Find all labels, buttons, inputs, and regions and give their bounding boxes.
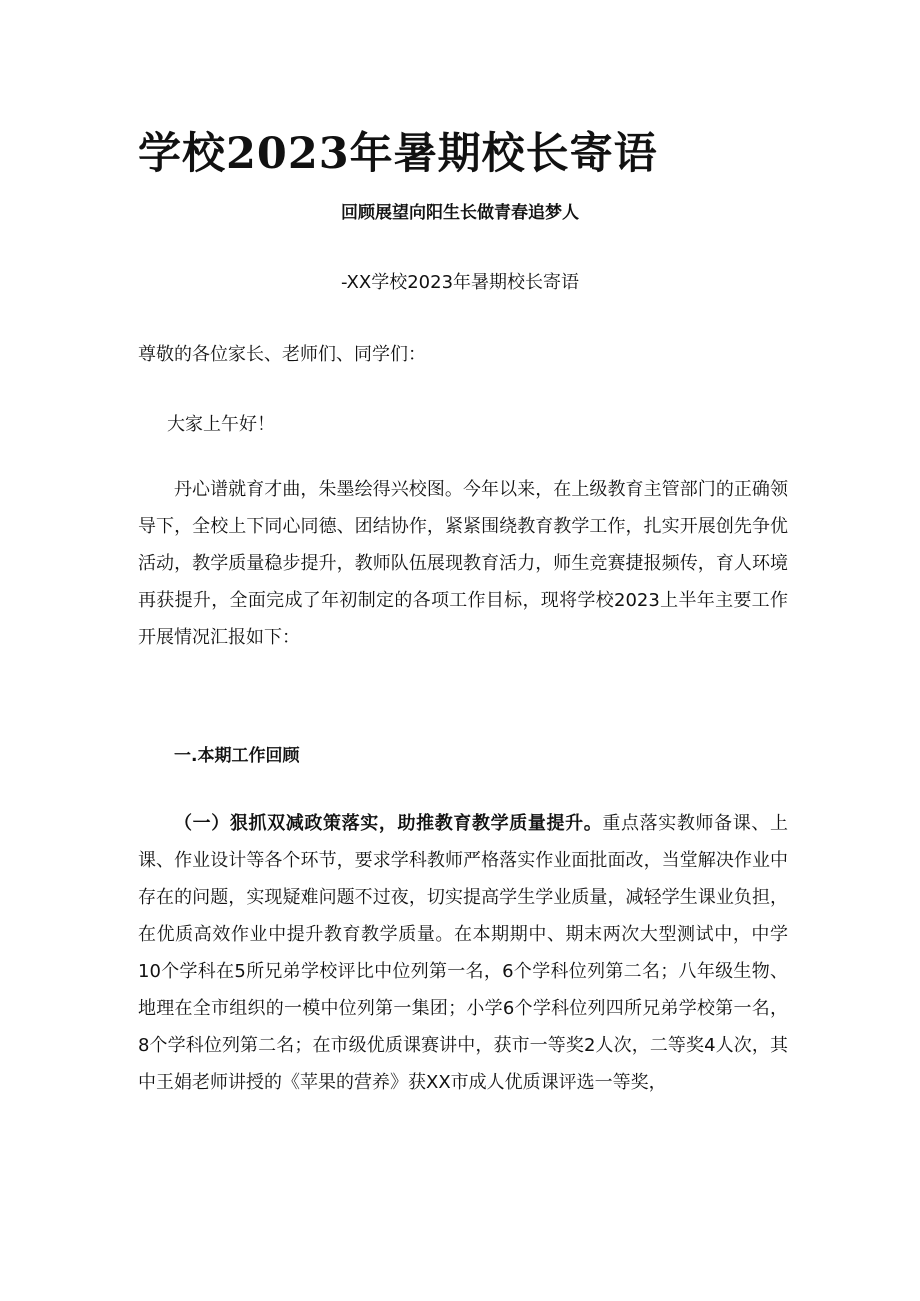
intro-paragraph: 丹心谱就育才曲，朱墨绘得兴校图。今年以来，在上级教育主管部门的正确领导下，全校上下同心同德、团结协作，紧紧围绕教育教学工作，扎实开展创先争优活动，教学质量稳步提升，教师队伍展现教育活力，师生竞赛捷报频传，育人环境再获提升，全面完成了年初制定的各项工作目标，现将学校2023上半年主要工作开展情况汇报如下： [138, 479, 788, 648]
document-title: 学校2023年暑期校长寄语 [138, 129, 658, 179]
section-one-body: 重点落实教师备课、上课、作业设计等各个环节，要求学科教师严格落实作业面批面改，当堂解决作业中存在的问题，实现疑难问题不过夜，切实提高学生学业质量，减轻学生课业负担，在优质高效作业中提升教育教学质量。在本期期中、期末两次大型测试中，中学10个学科在5所兄弟学校评比中位列第一名，6个学科位列第二名；八年级生物、地理在全市组织的一模中位列第一集团；小学6个学科位列四所兄弟学校第一名，8个学科位列第二名；在市级优质课赛讲中，获市一等奖2人次，二等奖4人次，其中王娟老师讲授的《苹果的营养》获XX市成人优质课评选一等奖， [138, 813, 788, 1093]
section-one-lead: （一）狠抓双减政策落实，助推教育教学质量提升。 [174, 813, 603, 834]
document-byline: -XX学校2023年暑期校长寄语 [340, 272, 580, 293]
document-subtitle: 回顾展望向阳生长做青春追梦人 [341, 203, 579, 223]
section-one-paragraph [138, 805, 788, 1101]
salutation: 尊敬的各位家长、老师们、同学们： [138, 344, 426, 365]
section-heading: 一.本期工作回顾 [174, 746, 300, 766]
greeting: 大家上午好！ [167, 414, 275, 435]
